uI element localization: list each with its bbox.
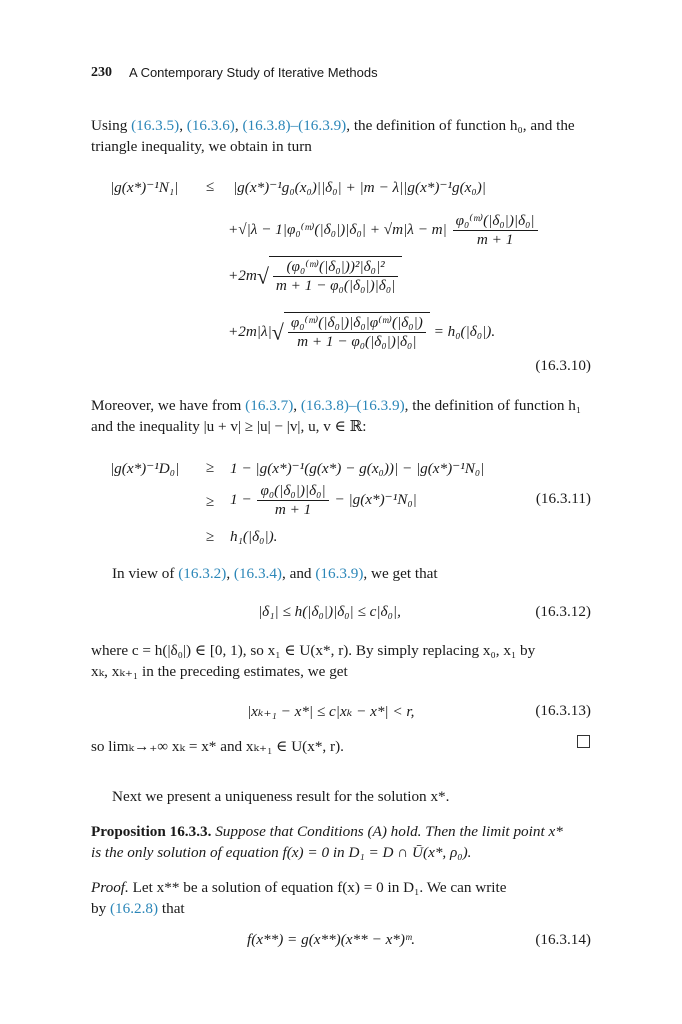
equation-link[interactable]: (16.2.8) <box>109 900 159 917</box>
equation-link[interactable]: (16.3.8)–(16.3.9) <box>242 117 347 134</box>
text: , <box>234 117 243 134</box>
page-number: 230 <box>91 65 112 80</box>
eq10-fraction <box>273 258 398 295</box>
eq10-line4-result: = h₀(|δ₀|). <box>433 322 496 340</box>
text: , the definition of function h₀, and the <box>346 117 575 134</box>
text: , we get that <box>363 565 438 582</box>
text: where c = h(|δ₀|) ∈ [0, 1), so x₁ ∈ U(x*, r). By simply replacing x₀, x₁ by <box>91 642 536 659</box>
equation-16-3-12: |δ₁| ≤ h(|δ₀|)|δ₀| ≤ c|δ₀|, <box>258 603 401 620</box>
text: In view of <box>112 565 179 582</box>
equation-number: (16.3.10) <box>535 357 591 374</box>
eq10-fraction <box>453 212 538 249</box>
eq11-relation: ≥ <box>206 459 215 476</box>
proposition-text: Suppose that Conditions (A) hold. Then the limit point x* <box>215 823 563 840</box>
denominator: m + 1 <box>274 501 312 518</box>
sqrt-body <box>284 312 430 351</box>
eq11-line2-prefix: 1 − <box>230 490 252 508</box>
equation-link[interactable]: (16.3.6) <box>186 117 235 134</box>
eq11-relation: ≥ <box>206 528 215 545</box>
text: , <box>179 117 187 134</box>
proposition-label: Proposition 16.3.3. <box>91 823 212 840</box>
proof-label: Proof. <box>91 879 129 896</box>
proposition-16-3-3 <box>91 821 591 863</box>
proof <box>91 877 591 919</box>
eq11-fraction <box>257 482 328 519</box>
running-title: A Contemporary Study of Iterative Methods <box>129 65 378 80</box>
paragraph-in-view <box>112 563 592 584</box>
numerator: φ₀⁽ᵐ⁾(|δ₀|)|δ₀|φ⁽ᵐ⁾(|δ₀|) <box>288 314 426 333</box>
eq11-line3: h₁(|δ₀|). <box>230 528 278 545</box>
equation-number: (16.3.12) <box>535 603 591 620</box>
text: , the definition of function h₁ <box>404 397 582 414</box>
equation-link[interactable]: (16.3.2) <box>178 565 227 582</box>
eq10-line4-prefix: +2m|λ| <box>228 322 272 340</box>
equation-link[interactable]: (16.3.5) <box>131 117 180 134</box>
qed-square-icon <box>577 735 590 748</box>
text: that <box>158 900 185 917</box>
eq10-line1: |g(x*)⁻¹g₀(x₀)||δ₀| + |m − λ||g(x*)⁻¹g(x₀)| <box>233 179 486 196</box>
eq10-fraction <box>288 314 426 351</box>
equation-number: (16.3.11) <box>535 490 591 507</box>
denominator: m + 1 − φ₀(|δ₀|)|δ₀| <box>297 333 417 350</box>
text: xₖ, xₖ₊₁ in the preceding estimates, we get <box>91 663 348 680</box>
paragraph-next: Next we present a uniqueness result for the solution x*. <box>112 788 450 805</box>
text: , <box>293 397 301 414</box>
text: Moreover, we have from <box>91 397 246 414</box>
eq11-lhs: |g(x*)⁻¹D₀| <box>110 460 180 477</box>
eq10-line2 <box>228 212 540 249</box>
denominator: m + 1 − φ₀(|δ₀|)|δ₀| <box>275 277 396 294</box>
sqrt-icon: √ <box>256 263 269 289</box>
eq11-line2-suffix: − |g(x*)⁻¹N₀| <box>334 490 417 508</box>
paragraph-moreover <box>91 395 591 437</box>
text: , <box>226 565 234 582</box>
eq10-line2-term: +√|λ − 1|φ₀⁽ᵐ⁾(|δ₀|)|δ₀| + √m|λ − m| <box>228 220 447 238</box>
sqrt-icon: √ <box>271 319 284 345</box>
equation-number: (16.3.13) <box>535 702 591 719</box>
proposition-text: is the only solution of equation f(x) = 0 in D₁ = D ∩ Ū(x*, ρ₀). <box>91 844 472 861</box>
eq10-line3-prefix: +2m <box>228 266 257 284</box>
numerator: φ₀⁽ᵐ⁾(|δ₀|)|δ₀| <box>453 212 538 231</box>
paragraph-limit: so limₖ→₊∞ xₖ = x* and xₖ₊₁ ∈ U(x*, r). <box>91 738 344 755</box>
equation-16-3-14: f(x**) = g(x**)(x** − x*)ᵐ. <box>247 931 416 948</box>
eq10-line4 <box>228 312 495 351</box>
equation-link[interactable]: (16.3.9) <box>315 565 364 582</box>
text: and the inequality |u + v| ≥ |u| − |v|, u, v ∈ ℝ: <box>91 418 367 435</box>
eq10-lhs: |g(x*)⁻¹N₁| <box>110 179 179 196</box>
text: Using <box>91 117 132 134</box>
paragraph-where <box>91 640 591 682</box>
eq11-line2 <box>230 482 417 519</box>
numerator: φ₀(|δ₀|)|δ₀| <box>257 482 328 501</box>
text: by <box>91 900 110 917</box>
proof-text: Let x** be a solution of equation f(x) = 0 in D₁. We can write <box>132 879 507 896</box>
eq10-relation: ≤ <box>206 178 215 195</box>
numerator: (φ₀⁽ᵐ⁾(|δ₀|))²|δ₀|² <box>273 258 398 277</box>
eq11-relation: ≥ <box>206 493 215 510</box>
text: triangle inequality, we obtain in turn <box>91 138 312 155</box>
sqrt-body <box>269 256 402 295</box>
eq10-line3 <box>228 256 402 295</box>
equation-link[interactable]: (16.3.8)–(16.3.9) <box>300 397 405 414</box>
equation-link[interactable]: (16.3.7) <box>245 397 294 414</box>
denominator: m + 1 <box>476 231 514 248</box>
paragraph-intro <box>91 115 591 157</box>
equation-number: (16.3.14) <box>535 931 591 948</box>
text: , and <box>282 565 316 582</box>
equation-link[interactable]: (16.3.4) <box>233 565 282 582</box>
eq11-line1: 1 − |g(x*)⁻¹(g(x*) − g(x₀))| − |g(x*)⁻¹N₀| <box>230 460 485 477</box>
equation-16-3-13: |xₖ₊₁ − x*| ≤ c|xₖ − x*| < r, <box>247 703 415 720</box>
